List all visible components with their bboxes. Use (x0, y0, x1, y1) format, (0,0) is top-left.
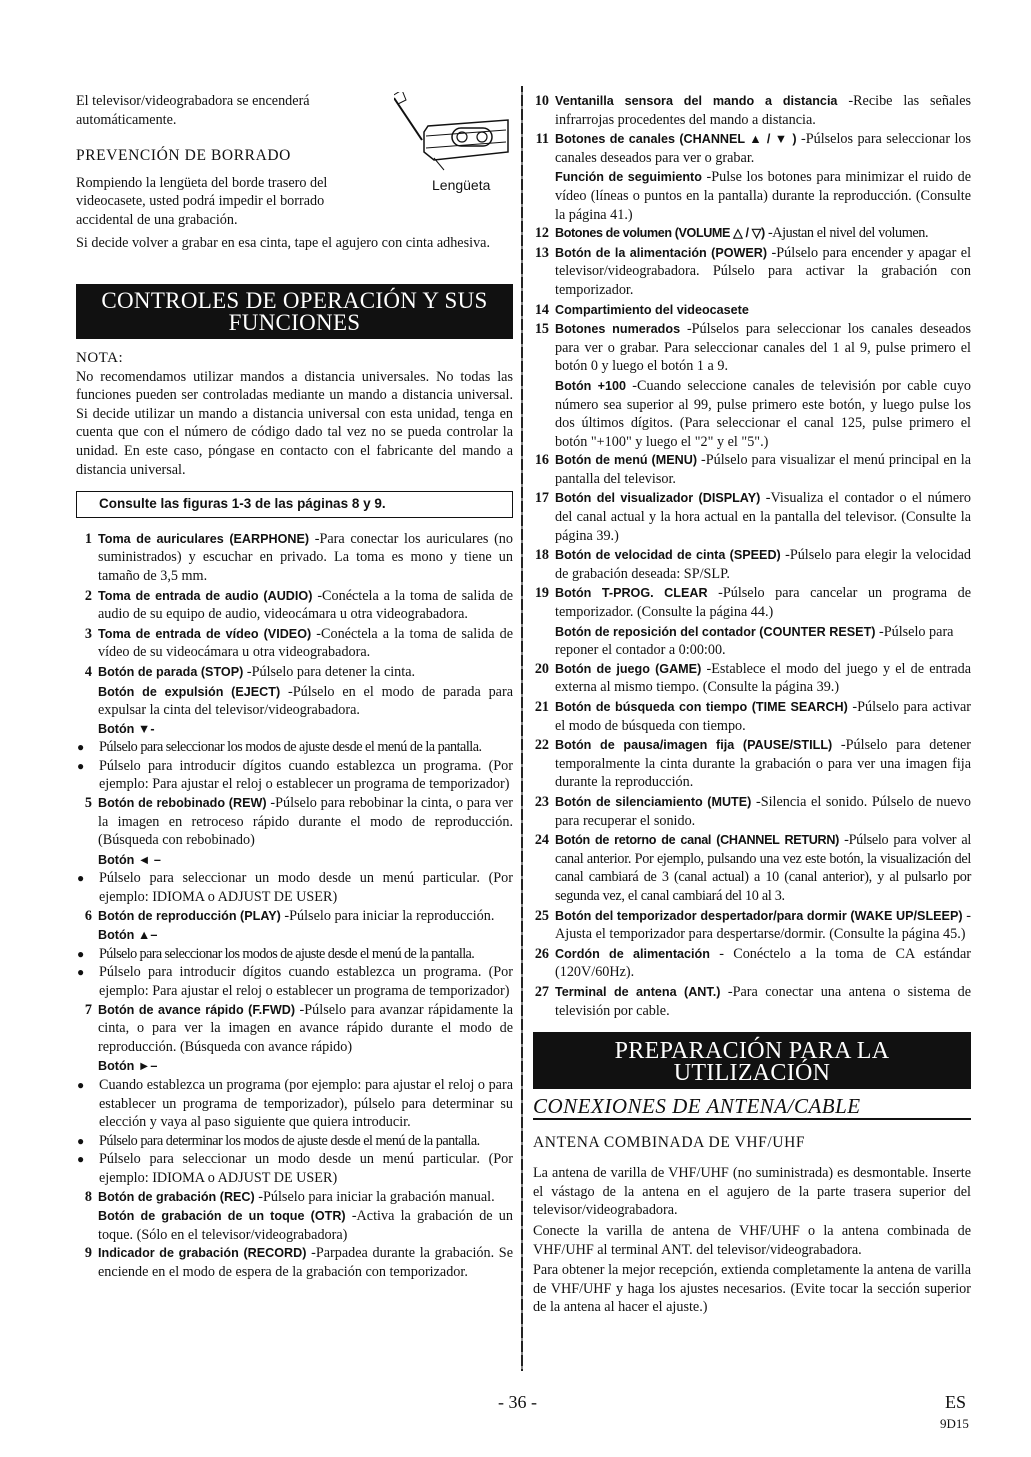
left-column (76, 92, 513, 1283)
list-subitem: Botón de grabación de un toque (OTR) -Activa la grabación de un toque. (Sólo en el televisor/videograbadora) (98, 1208, 513, 1243)
retape-text: Si decide volver a grabar en esa cinta, tape el agujero con cinta adhesiva. (76, 234, 491, 251)
bullet-item: ● Púlselo para seleccionar un modo desde un menú particular. (Por ejemplo: IDIOMA o ADJUST DE USER) (77, 1151, 513, 1186)
list-item: 24 Botón de retorno de canal (CHANNEL RETURN) -Púlselo para volver al canal anterior. Por ejemplo, pulsando una vez este botón, la visualización del canal cambiará de 3 (canal actual) a 10 (canal anterior), y al pulsarlo por segunda vez, el canal cambiará del 10 al 3. (534, 832, 971, 904)
list-item: 15 Botones numerados -Púlselos para seleccionar los canales deseados para ver o grabar. Para seleccionar canales del 1 al 9, pulse primero el botón 0 y luego el botón 1 a 9. (534, 321, 971, 375)
list-item: 10 Ventanilla sensora del mando a distancia -Recibe las señales infrarrojas procedentes del mando a distancia. (534, 93, 972, 128)
list-item: 9 Indicador de grabación (RECORD) -Parpadea durante la grabación. Se enciende en el modo de espera de la grabación con temporizador. (84, 1245, 513, 1280)
list-item: 3 Toma de entrada de vídeo (VIDEO) -Conéctela a la toma de salida de vídeo de su videocámara u otra videograbadora. (84, 625, 513, 661)
list-item: 26 Cordón de alimentación - Conéctelo a la toma de CA estándar (120V/60Hz). (534, 945, 971, 981)
list-item: 22 Botón de pausa/imagen fija (PAUSE/STILL) -Púlselo para detener temporalmente la cinta durante la grabación o para ver una imagen fija durante la reproducción. (534, 737, 971, 791)
consult-box: Consulte las figuras 1-3 de las páginas 8 y 9. (76, 491, 513, 518)
antenna-paragraph: La antena de varilla de VHF/UHF (no suministrada) es desmontable. Inserte el vástago de la antena en el agujero de la parte trasera superior del televisor/videograbadora. (533, 1165, 971, 1219)
list-subitem: Botón de reposición del contador (COUNTER RESET) -Púlselo para reponer el contador a 0:00:00. (555, 623, 954, 659)
list-item: 13 Botón de la alimentación (POWER) -Púlselo para encender y apagar el televisor/videograbadora. Púlselo para activar la grabación con temporizador. (534, 244, 972, 298)
list-item: 19 Botón T-PROG. CLEAR -Púlselo para cancelar un programa de temporizador. (Consulte la página 44.) (534, 585, 971, 621)
list-subitem: Función de seguimiento -Pulse los botones para minimizar el ruido de vídeo (líneas o puntos en la pantalla) durante la reproducción. (Consulte la página 41.) (555, 169, 971, 223)
list-item: 5 Botón de rebobinado (REW) -Púlselo para rebobinar la cinta, o para ver la imagen en retroceso rápido durante el modo de reproducción. (Búsqueda con rebobinado) (84, 795, 514, 849)
list-item: 20 Botón de juego (GAME) -Establece el modo del juego y el de entrada externa al mismo tiempo. (Consulte la página 39.) (534, 660, 971, 696)
bullet-item: ● Cuando establezca un programa (por ejemplo: para ajustar el reloj o para establecer un programa de temporizador), púlselo para determinar su elección y vaya al paso siguiente que quiera introducir. (77, 1076, 513, 1131)
list-item: 14 Compartimiento del videocasete (534, 301, 749, 318)
controls-banner-line1: CONTROLES DE OPERACIÓN Y SUS (101, 288, 488, 313)
bullet-item: ● Púlselo para seleccionar los modos de ajuste desde el menú de la pantalla. (77, 739, 482, 756)
bullet-item: ● Púlselo para determinar los modos de ajuste desde el menú de la pantalla. (77, 1132, 480, 1149)
list-item: 6 Botón de reproducción (PLAY) -Púlselo para iniciar la reproducción. (84, 907, 495, 924)
antenna-subtitle: CONEXIONES DE ANTENA/CABLE (533, 1097, 971, 1120)
list-item: 12 Botones de volumen (VOLUME △ / ▽) -Ajustan el nivel del volumen. (534, 225, 929, 242)
list-subheading: Botón ►– (98, 1059, 158, 1074)
note-text: No recomendamos utilizar mandos a distancia universales. No todas las funciones pueden ser controladas mediante un mando a distancia universal. Si decide utilizar un mando a distancia universal con esta unidad, tenga en cuenta que con el número de código dado tal vez no se pueda controlar la unidad. En este caso, póngase en contacto con el fabricante del mando a distancia universal. (76, 368, 513, 478)
list-subitem: Botón +100 -Cuando seleccione canales de televisión por cable cuyo número sea superior al 99, pulse primero este botón, y luego pulse los dos últimos dígitos. (Para seleccionar el canal 125, pulse primero el botón "+100" y luego el "2" y el "5".) (555, 377, 972, 450)
list-subheading: Botón ▲– (98, 928, 158, 943)
list-item: 16 Botón de menú (MENU) -Púlselo para visualizar el menú principal en la pantalla del televisor. (534, 452, 971, 487)
list-item: 1 Toma de auriculares (EARPHONE) -Para conectar los auriculares (no suministrados) y escuchar en privado. La toma es mono y tiene un tamaño de 3,5 mm. (84, 530, 513, 584)
model-code: 9D15 (940, 1416, 969, 1431)
intro-text: El televisor/videograbadora se encenderá automáticamente. (76, 93, 310, 128)
list-item: 4 Botón de parada (STOP) -Púlselo para detener la cinta. (84, 663, 416, 680)
page-number: - 36 - (498, 1392, 537, 1412)
list-item: 21 Botón de búsqueda con tiempo (TIME SEARCH) -Púlselo para activar el modo de búsqueda con tiempo. (534, 699, 971, 734)
list-item: 17 Botón del visualizador (DISPLAY) -Visualiza el contador o el número del canal actual y la hora actual en la pantalla del televisor. (Consulte la página 39.) (534, 490, 971, 544)
note-title: NOTA: (76, 350, 124, 366)
list-item: 27 Terminal de antena (ANT.) -Para conectar una antena o sistema de televisión por cable. (534, 983, 971, 1019)
bullet-item: ● Púlselo para introducir dígitos cuando establezca un programa. (Por ejemplo: Para ajustar el reloj o establecer un programa de temporizador) (77, 964, 513, 999)
list-subheading: Botón ◄ – (98, 852, 161, 867)
right-column (533, 92, 971, 1317)
preparation-banner: PREPARACIÓN PARA LA UTILIZACIÓN (533, 1032, 971, 1089)
antenna-paragraph: Para obtener la mejor recepción, extienda completamente la antena de varilla de VHF/UHF y haga los ajustes necesarios. (Evite tocar la sección superior de la antena al hacer el ajuste.) (533, 1262, 971, 1316)
controls-banner (76, 284, 513, 339)
bullet-item: ● Púlselo para seleccionar un modo desde un menú particular. (Por ejemplo: IDIOMA o ADJUST DE USER) (77, 870, 513, 906)
antenna-paragraph: Conecte la varilla de antena de VHF/UHF o la antena combinada de VHF/UHF al terminal ANT. del televisor/videograbadora. (533, 1223, 971, 1258)
list-item: 8 Botón de grabación (REC) -Púlselo para iniciar la grabación manual. (84, 1188, 495, 1205)
erase-prevention-area (76, 92, 513, 270)
language-code: ES (945, 1392, 967, 1412)
column-divider (521, 86, 523, 1371)
list-item: 25 Botón del temporizador despertador/para dormir (WAKE UP/SLEEP) -Ajusta el temporizador para despertarse/dormir. (Consulte la página 45.) (534, 907, 971, 943)
list-item: 18 Botón de velocidad de cinta (SPEED) -Púlselo para elegir la velocidad de grabación deseada: SP/SLP. (534, 547, 972, 582)
tab-label: Lengüeta (432, 177, 491, 193)
list-item: 11 Botones de canales (CHANNEL ▲ / ▼ ) -Púlselos para seleccionar los canales deseados para ver o grabar. (535, 131, 972, 166)
controls-banner-line2: FUNCIONES (228, 310, 361, 335)
bullet-item: ● Púlselo para introducir dígitos cuando establezca un programa. (Por ejemplo: Para ajustar el reloj o establecer un programa de temporizador) (77, 757, 513, 793)
erase-text: Rompiendo la lengüeta del borde trasero del videocasete, usted podrá impedir el borrado accidental de una grabación. (76, 174, 328, 228)
list-item: 2 Toma de entrada de audio (AUDIO) -Conéctela a la toma de salida de audio de su equipo de audio, videocámara u otra videograbadora. (84, 587, 514, 623)
list-item: 23 Botón de silenciamiento (MUTE) -Silencia el sonido. Púlselo de nuevo para recuperar el sonido. (534, 793, 971, 829)
list-subheading: Botón ▼- (98, 721, 155, 736)
erase-title: PREVENCIÓN DE BORRADO (76, 147, 291, 165)
list-item: 7 Botón de avance rápido (F.FWD) -Púlselo para avanzar rápidamente la cinta, o para ver la imagen en avance rápido durante el modo de reproducción. (Búsqueda con avance rápido) (84, 1001, 513, 1055)
bullet-item: ● Púlselo para seleccionar los modos de ajuste desde el menú de la pantalla. (77, 945, 475, 962)
list-subitem: Botón de expulsión (EJECT) -Púlselo en el modo de parada para expulsar la cinta del televisor/videograbadora. (98, 683, 513, 719)
antenna-section-title: ANTENA COMBINADA DE VHF/UHF (533, 1133, 806, 1151)
